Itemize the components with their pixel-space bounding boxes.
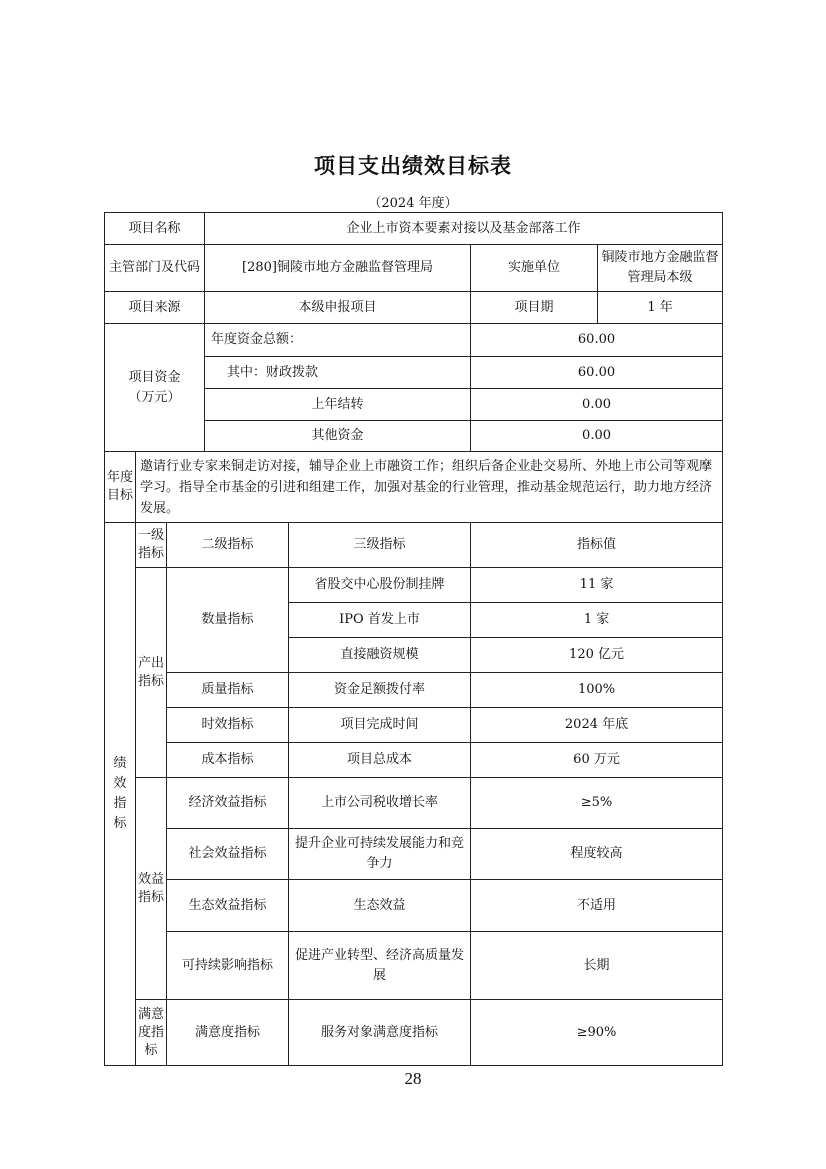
indicator-name: 项目总成本 — [289, 743, 471, 778]
fund-row-value: 60.00 — [471, 324, 723, 357]
table-row — [105, 708, 723, 743]
indicator-name: 资金足额拨付率 — [289, 673, 471, 708]
indicator-value: 不适用 — [471, 880, 723, 932]
row-project-name — [105, 213, 723, 245]
header-level3: 三级指标 — [289, 523, 471, 568]
indicator-name: 促进产业转型、经济高质量发展 — [289, 932, 471, 1000]
row-indicator-header — [105, 523, 723, 568]
indicator-name: IPO 首发上市 — [289, 603, 471, 638]
table-row — [105, 568, 723, 603]
row-fund-total — [105, 324, 723, 357]
source-label: 项目来源 — [105, 292, 205, 324]
goal-label: 年度目标 — [105, 452, 136, 523]
fund-row-value: 0.00 — [471, 421, 723, 452]
benefit-level2: 可持续影响指标 — [167, 932, 289, 1000]
indicator-value: 100% — [471, 673, 723, 708]
goal-text: 邀请行业专家来铜走访对接，辅导企业上市融资工作；组织后备企业赴交易所、外地上市公司等观摩学习。指导全市基金的引进和组建工作，加强对基金的行业管理，推动基金规范运行，助力地方经济发展。 — [136, 452, 723, 523]
row-source — [105, 292, 723, 324]
benefit-indicator-label: 效益指标 — [136, 778, 167, 1000]
table-row — [105, 829, 723, 880]
header-level2: 二级指标 — [167, 523, 289, 568]
performance-target-table — [104, 212, 723, 1066]
indicator-name: 项目完成时间 — [289, 708, 471, 743]
year-note: （2024 年度） — [368, 196, 458, 211]
indicator-name: 生态效益 — [289, 880, 471, 932]
indicator-value: 程度较高 — [471, 829, 723, 880]
table-row — [105, 1000, 723, 1066]
page-number: 28 — [404, 1069, 422, 1088]
indicator-value: 60 万元 — [471, 743, 723, 778]
cost-indicator-label: 成本指标 — [167, 743, 289, 778]
indicator-value: ≥90% — [471, 1000, 723, 1066]
fund-row-label: 上年结转 — [205, 389, 471, 421]
indicator-value: 长期 — [471, 932, 723, 1000]
page-title: 项目支出绩效目标表 — [314, 154, 512, 178]
time-indicator-label: 时效指标 — [167, 708, 289, 743]
benefit-level2: 社会效益指标 — [167, 829, 289, 880]
fund-row-label: 其中：财政拨款 — [205, 357, 471, 389]
source-value: 本级申报项目 — [205, 292, 471, 324]
impl-value: 铜陵市地方金融监督管理局本级 — [598, 245, 723, 292]
quality-indicator-label: 质量指标 — [167, 673, 289, 708]
indicator-name: 服务对象满意度指标 — [289, 1000, 471, 1066]
header-value: 指标值 — [471, 523, 723, 568]
indicator-name: 直接融资规模 — [289, 638, 471, 673]
table-row — [105, 673, 723, 708]
indicator-value: 120 亿元 — [471, 638, 723, 673]
output-indicator-label: 产出指标 — [136, 568, 167, 778]
impl-label: 实施单位 — [471, 245, 598, 292]
fund-row-label: 年度资金总额： — [205, 324, 471, 357]
fund-row-label: 其他资金 — [205, 421, 471, 452]
dept-value: [280]铜陵市地方金融监督管理局 — [205, 245, 471, 292]
project-name-value: 企业上市资本要素对接以及基金部落工作 — [205, 213, 723, 245]
benefit-level2: 经济效益指标 — [167, 778, 289, 829]
table-row — [105, 743, 723, 778]
indicator-name: 省股交中心股份制挂牌 — [289, 568, 471, 603]
fund-row-value: 60.00 — [471, 357, 723, 389]
fund-row-value: 0.00 — [471, 389, 723, 421]
indicator-value: 11 家 — [471, 568, 723, 603]
row-department — [105, 245, 723, 292]
quantity-indicator-label: 数量指标 — [167, 568, 289, 673]
table-row — [105, 778, 723, 829]
benefit-level2: 生态效益指标 — [167, 880, 289, 932]
indicator-value: ≥5% — [471, 778, 723, 829]
project-name-label: 项目名称 — [105, 213, 205, 245]
period-value: 1 年 — [598, 292, 723, 324]
row-annual-goal — [105, 452, 723, 523]
indicator-name: 提升企业可持续发展能力和竞争力 — [289, 829, 471, 880]
table-row — [105, 932, 723, 1000]
satisfaction-indicator-label: 满意度指标 — [136, 1000, 167, 1066]
header-level1: 一级指标 — [136, 523, 167, 568]
satisfaction-level2: 满意度指标 — [167, 1000, 289, 1066]
funds-label: 项目资金（万元） — [105, 324, 205, 452]
table-row — [105, 880, 723, 932]
period-label: 项目期 — [471, 292, 598, 324]
indicators-section-label: 绩效指标 — [105, 523, 136, 1066]
indicator-value: 2024 年底 — [471, 708, 723, 743]
indicator-value: 1 家 — [471, 603, 723, 638]
dept-label: 主管部门及代码 — [105, 245, 205, 292]
indicator-name: 上市公司税收增长率 — [289, 778, 471, 829]
